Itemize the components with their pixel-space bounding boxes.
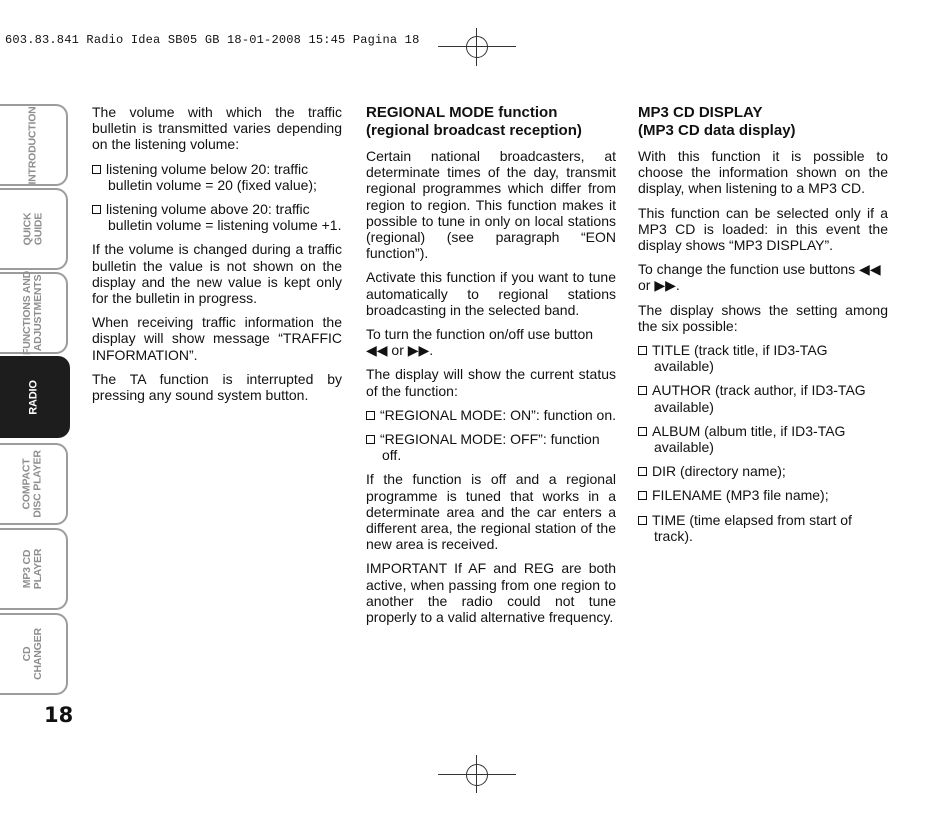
tab-label: CD bbox=[21, 646, 33, 662]
section-heading: REGIONAL MODE function (regional broadcast reception) bbox=[366, 104, 582, 139]
bullet-item: ALBUM (album title, if ID3-TAG available) bbox=[638, 423, 888, 455]
checkbox-bullet-icon bbox=[638, 516, 647, 525]
tab-label: FUNCTIONS AND bbox=[21, 271, 33, 355]
bullet-item: “REGIONAL MODE: ON”: function on. bbox=[366, 407, 616, 423]
tab-label: QUICK bbox=[21, 212, 33, 246]
paragraph: To turn the function on/off use button ◀◀ or ▶▶. bbox=[366, 326, 594, 359]
tab-label: CHANGER bbox=[32, 628, 44, 680]
column-mp3-cd-display bbox=[638, 104, 888, 552]
bullet-item: FILENAME (MP3 file name); bbox=[638, 487, 888, 503]
print-header: 603.83.841 Radio Idea SB05 GB 18-01-2008 15:45 Pagina 18 bbox=[5, 33, 420, 47]
tab-label: INTRODUCTION bbox=[26, 105, 39, 185]
paragraph: Certain national broadcasters, at determinate times of the day, transmit regional programmes which differ from region to region. This function makes it possible to tune in only on local stations (regional) (see paragraph “EON function”). bbox=[366, 148, 616, 262]
bullet-item: “REGIONAL MODE: OFF”: function off. bbox=[366, 431, 616, 463]
tab-label: COMPACT bbox=[21, 458, 33, 510]
paragraph: With this function it is possible to choose the information shown on the display, when listening to a MP3 CD. bbox=[638, 148, 888, 197]
paragraph: This function can be selected only if a MP3 CD is loaded: in this event the display shows “MP3 DISPLAY”. bbox=[638, 204, 888, 254]
tab-functions-and-adjustments[interactable] bbox=[0, 272, 68, 354]
bullet-item: DIR (directory name); bbox=[638, 463, 888, 479]
paragraph: To change the function use buttons ◀◀ or ▶▶. bbox=[638, 261, 881, 294]
bullet-item: listening volume below 20: traffic bulletin volume = 20 (fixed value); bbox=[92, 161, 342, 193]
paragraph: IMPORTANT If AF and REG are both active, when passing from one region to another the radio could not tune properly to a valid alternative frequency. bbox=[366, 560, 616, 626]
checkbox-bullet-icon bbox=[638, 386, 647, 395]
tab-radio[interactable] bbox=[0, 356, 70, 438]
paragraph: Activate this function if you want to tune automatically to regional stations broadcasting in the selected band. bbox=[366, 269, 616, 318]
checkbox-bullet-icon bbox=[92, 205, 101, 214]
bullet-item: listening volume above 20: traffic bulletin volume = listening volume +1. bbox=[92, 201, 342, 233]
bullet-item: TIME (time elapsed from start of track). bbox=[638, 512, 888, 544]
tab-label: GUIDE bbox=[32, 212, 44, 246]
tab-label: DISC PLAYER bbox=[32, 450, 44, 518]
paragraph: When receiving traffic information the display will show message “TRAFFIC INFORMATION”. bbox=[92, 314, 342, 363]
paragraph: The TA function is interrupted by pressing any sound system button. bbox=[92, 370, 342, 404]
tab-compact-disc-player[interactable] bbox=[0, 443, 68, 525]
tab-label: MP3 CD bbox=[21, 549, 33, 589]
crop-mark-top bbox=[438, 28, 518, 68]
crop-mark-bottom bbox=[438, 755, 518, 795]
tab-label: ADJUSTMENTS bbox=[32, 274, 44, 352]
checkbox-bullet-icon bbox=[638, 467, 647, 476]
tab-mp3-cd-player[interactable] bbox=[0, 528, 68, 610]
checkbox-bullet-icon bbox=[92, 165, 101, 174]
checkbox-bullet-icon bbox=[366, 411, 375, 420]
tab-introduction[interactable] bbox=[0, 104, 68, 186]
column-regional-mode bbox=[366, 104, 616, 633]
bullet-item: AUTHOR (track author, if ID3-TAG available) bbox=[638, 382, 888, 414]
column-traffic-volume bbox=[92, 104, 342, 411]
checkbox-bullet-icon bbox=[366, 435, 375, 444]
paragraph: If the volume is changed during a traffic bulletin the value is not shown on the display and the new value is kept only for the bulletin in progress. bbox=[92, 241, 342, 307]
checkbox-bullet-icon bbox=[638, 491, 647, 500]
tab-cd-changer[interactable] bbox=[0, 613, 68, 695]
checkbox-bullet-icon bbox=[638, 427, 647, 436]
tab-label: PLAYER bbox=[32, 548, 44, 590]
tab-label: RADIO bbox=[27, 379, 40, 415]
paragraph: The display shows the setting among the six possible: bbox=[638, 301, 888, 334]
paragraph: The volume with which the traffic bulletin is transmitted varies depending on the listening volume: bbox=[92, 104, 342, 153]
checkbox-bullet-icon bbox=[638, 346, 647, 355]
page-number: 18 bbox=[44, 703, 74, 727]
paragraph: If the function is off and a regional programme is tuned that works in a determinate area and the car enters a different area, the regional station of the new area is received. bbox=[366, 471, 616, 553]
paragraph: The display will show the current status of the function: bbox=[366, 366, 616, 399]
section-heading: MP3 CD DISPLAY (MP3 CD data display) bbox=[638, 104, 796, 139]
tab-quick-guide[interactable] bbox=[0, 188, 68, 270]
bullet-item: TITLE (track title, if ID3-TAG available) bbox=[638, 342, 888, 374]
